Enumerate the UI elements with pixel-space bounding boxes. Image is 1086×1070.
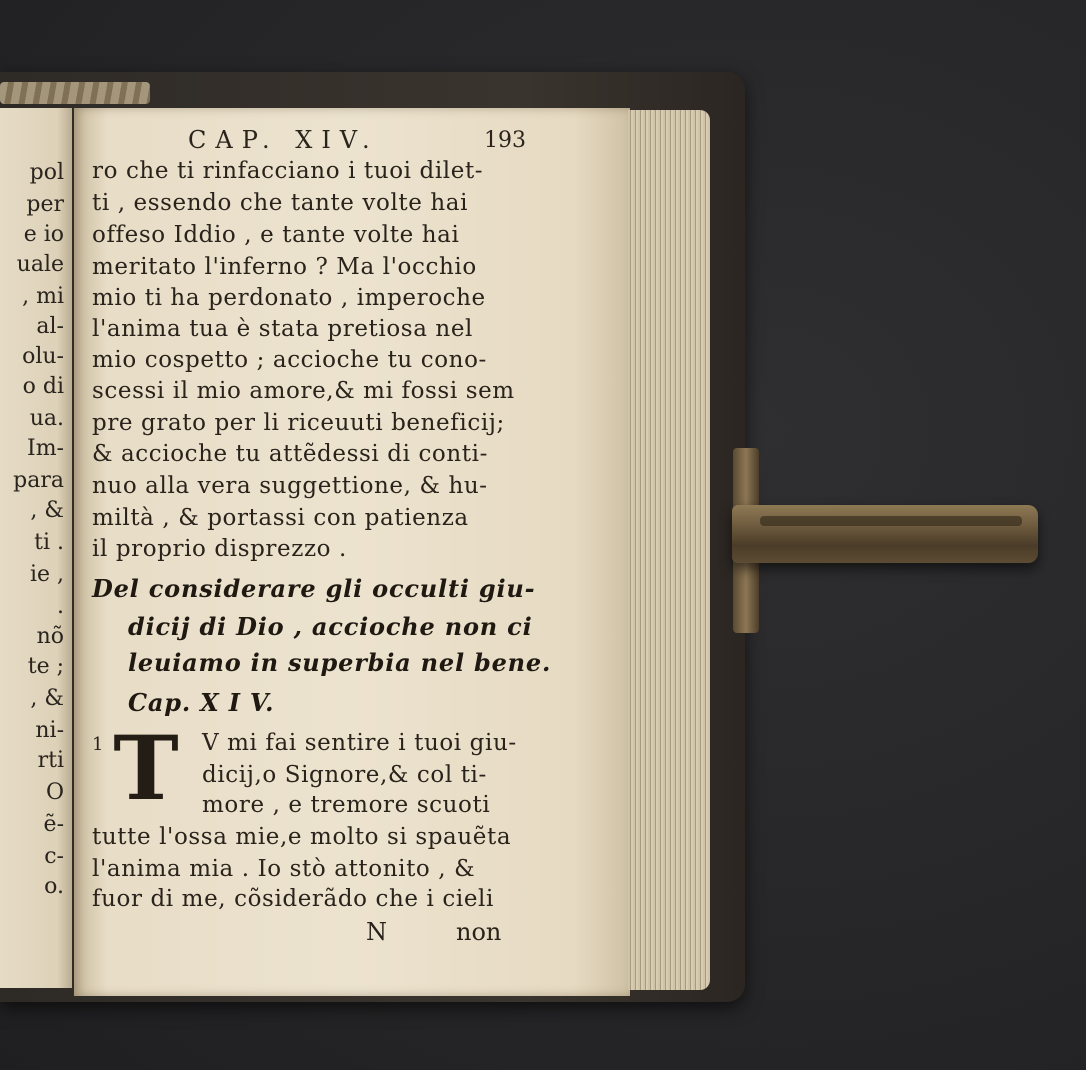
left-fragment: para [13, 468, 64, 493]
left-fragment: olu- [22, 344, 64, 369]
chapter-text-line: V mi fai sentire i tuoi giu- [202, 730, 517, 756]
signature-mark: N [366, 918, 387, 946]
body-line: mio cospetto ; accioche tu cono- [92, 347, 487, 373]
page-number: 193 [484, 128, 526, 153]
body-line: ro che ti rinfacciano i tuoi dilet- [92, 158, 484, 184]
left-fragment: te ; [27, 654, 64, 679]
page-edges [628, 110, 710, 990]
chapter-text-line: tutte l'ossa mie,e molto si spauẽta [92, 824, 512, 850]
body-line: pre grato per li riceuuti beneficij; [92, 410, 505, 436]
chapter-heading-line: dicij di Dio , accioche non ci [128, 612, 533, 641]
left-fragment: Im- [27, 436, 64, 461]
left-fragment: per [26, 192, 64, 217]
left-fragment: o. [44, 874, 64, 899]
chapter-text-line: dicij,o Signore,& col ti- [202, 762, 487, 788]
left-fragment: . [57, 594, 64, 619]
left-fragment: , & [30, 498, 64, 523]
clasp-bar [732, 505, 1038, 563]
body-line: scessi il mio amore,& mi fossi sem [92, 378, 515, 404]
drop-cap: T [113, 716, 179, 820]
left-fragment: rti [37, 748, 64, 773]
body-line: l'anima tua è stata pretiosa nel [92, 316, 474, 342]
catchword: non [456, 918, 502, 946]
running-head: CAP. XIV. [188, 126, 379, 154]
chapter-text-line: fuor di me, cõsiderãdo che i cieli [92, 886, 494, 912]
clasp-groove [760, 516, 1022, 526]
left-fragment: ẽ- [43, 812, 64, 837]
drop-cap-marker: 1 [92, 734, 104, 755]
left-page [0, 108, 72, 988]
left-fragment: O [45, 780, 64, 805]
left-fragment: e io [23, 222, 64, 247]
left-fragment: ti . [34, 530, 64, 555]
left-fragment: uale [16, 252, 64, 277]
left-fragment: nõ [36, 624, 64, 649]
left-fragment: ni- [35, 718, 64, 743]
chapter-text-line: more , e tremore scuoti [202, 792, 491, 818]
left-fragment: pol [29, 160, 64, 185]
chapter-text-line: l'anima mia . Io stò attonito , & [92, 856, 476, 882]
chapter-heading-line: leuiamo in superbia nel bene. [128, 648, 552, 677]
body-line: miltà , & portassi con patienza [92, 505, 469, 531]
left-fragment: , & [30, 686, 64, 711]
body-line: meritato l'inferno ? Ma l'occhio [92, 254, 477, 280]
body-line: mio ti ha perdonato , imperoche [92, 285, 486, 311]
left-fragment: , mi [22, 284, 64, 309]
body-line: & accioche tu attẽdessi di conti- [92, 441, 488, 467]
left-fragment: ie , [29, 562, 64, 587]
left-fragment: al- [36, 314, 64, 339]
body-line: offeso Iddio , e tante volte hai [92, 222, 460, 248]
left-fragment: c- [44, 844, 64, 869]
headband [0, 82, 150, 104]
body-line: nuo alla vera suggettione, & hu- [92, 473, 488, 499]
chapter-heading-line: Del considerare gli occulti giu- [92, 574, 536, 603]
body-line: ti , essendo che tante volte hai [92, 190, 469, 216]
body-line: il proprio disprezzo . [92, 536, 347, 562]
chapter-number: Cap. X I V. [128, 688, 275, 717]
left-fragment: o di [22, 374, 64, 399]
left-fragment: ua. [29, 406, 64, 431]
